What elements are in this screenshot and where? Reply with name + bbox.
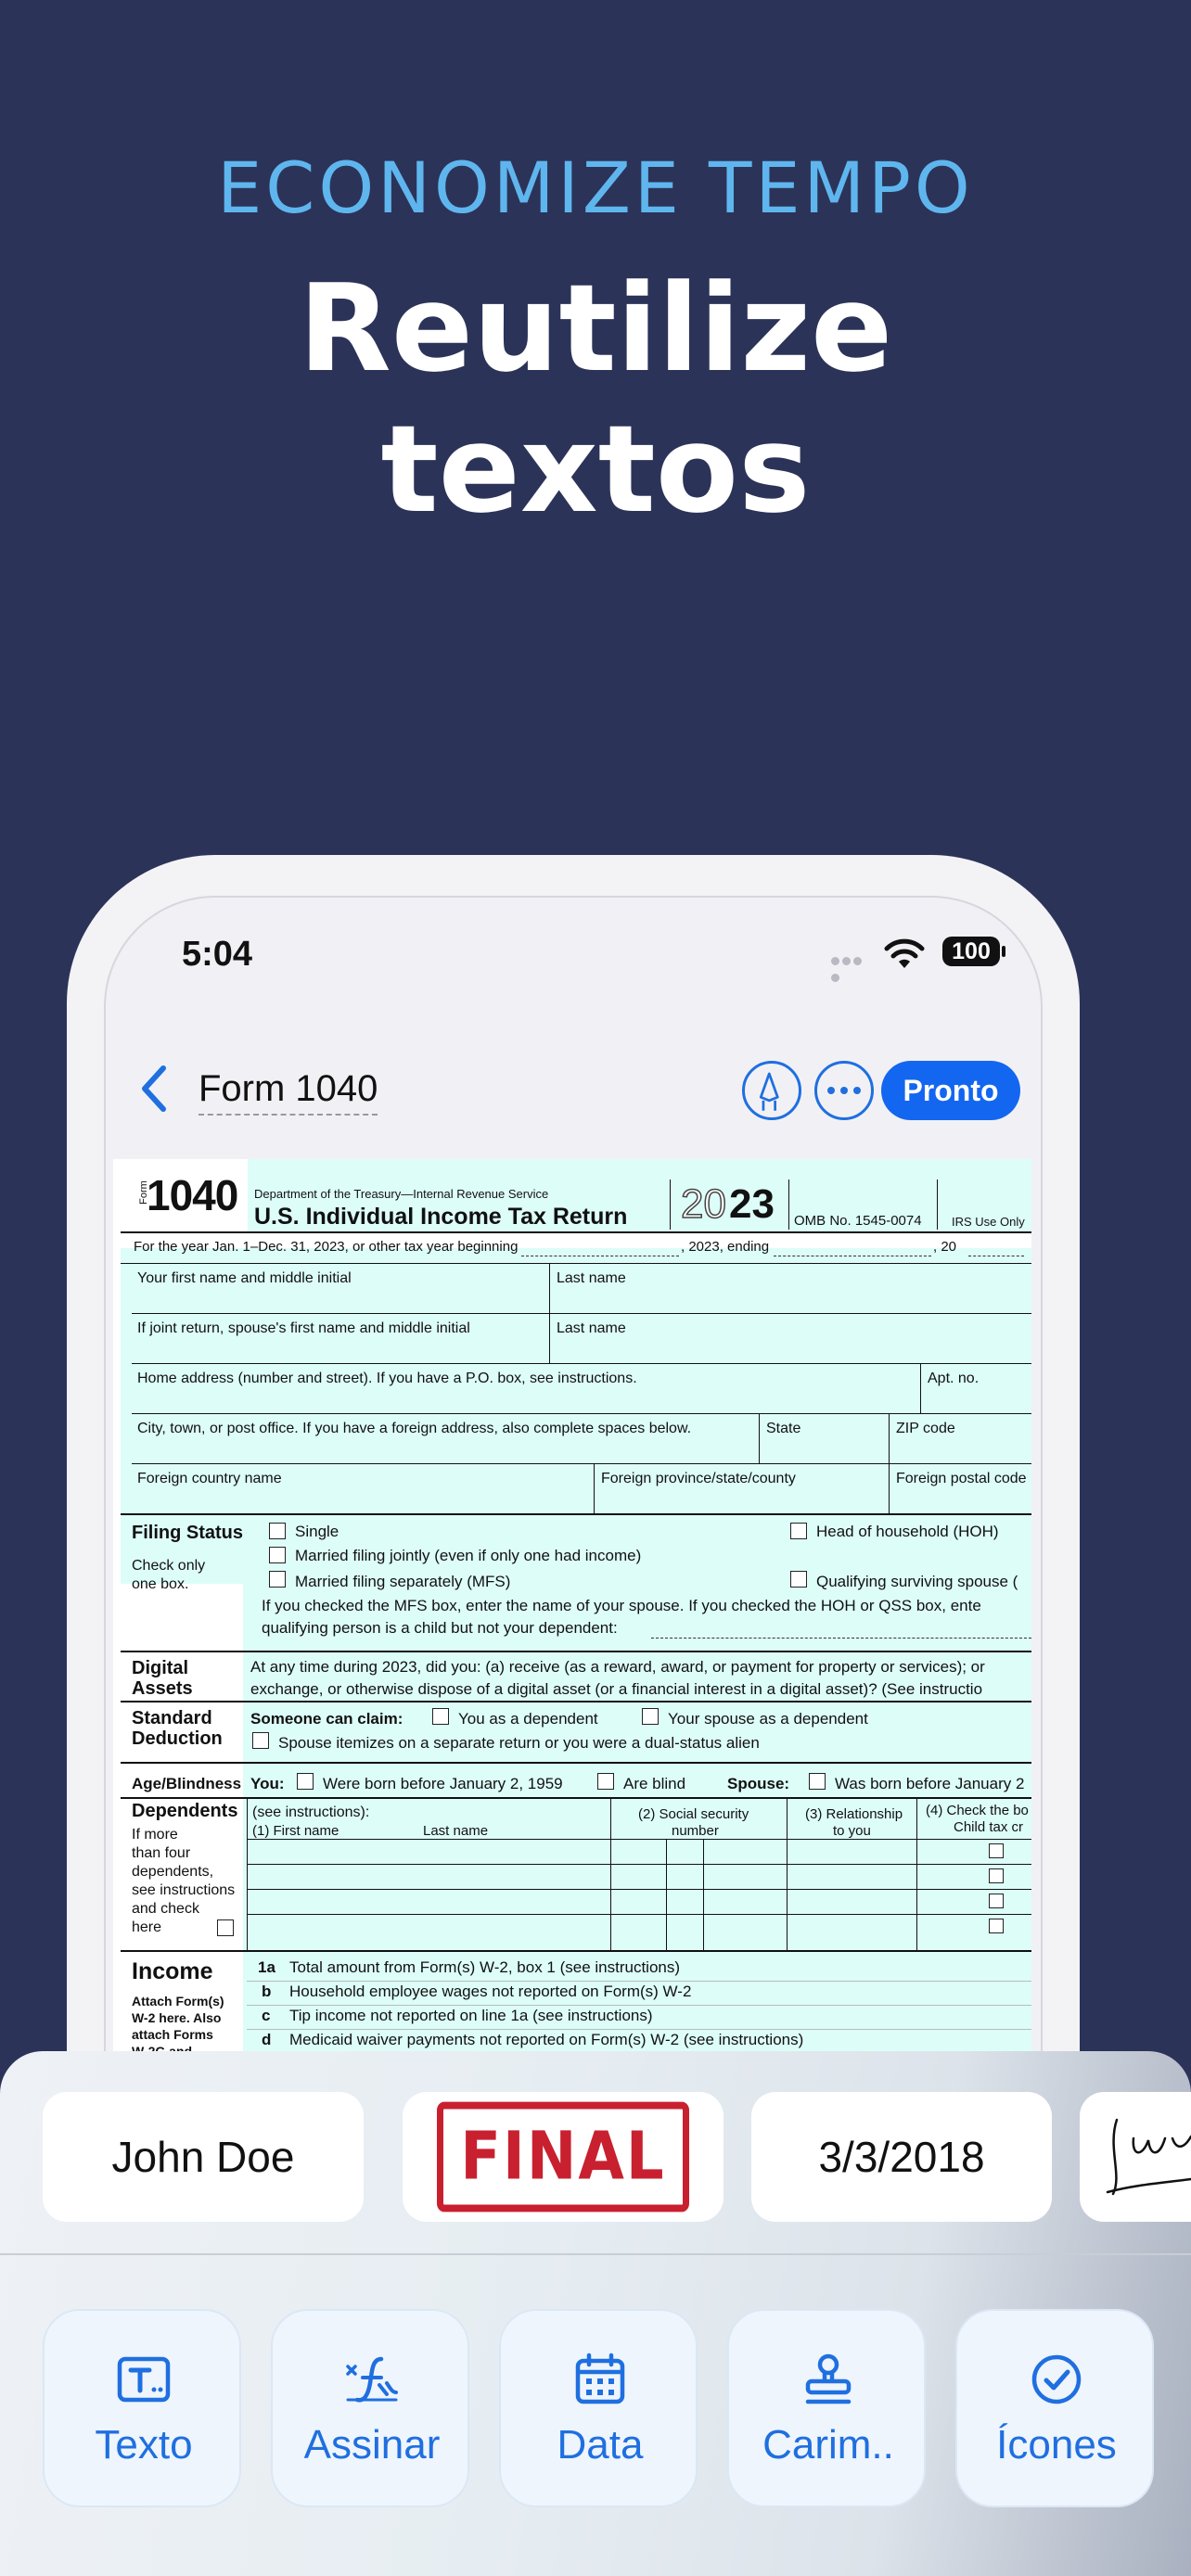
panel-divider [0, 2253, 1191, 2255]
dep-last-name-col: Last name [423, 1823, 489, 1839]
more-dependents-checkbox[interactable] [217, 1919, 234, 1936]
dependents-label: dependents, [132, 1864, 214, 1880]
if-more-label: If more [132, 1827, 178, 1843]
pen-button[interactable] [742, 1061, 801, 1120]
you-label: You: [250, 1775, 285, 1792]
are-blind-label: Are blind [623, 1775, 686, 1792]
line-c-text: Tip income not reported on line 1a (see instructions) [289, 2007, 653, 2024]
hero-title-line2: textos [380, 399, 811, 540]
line-d-text: Medicaid waiver payments not reported on Form(s) W-2 (see instructions) [289, 2031, 804, 2048]
final-stamp-chip[interactable] [403, 2092, 724, 2222]
here-label: here [132, 1919, 162, 1935]
single-label: Single [295, 1523, 339, 1540]
battery-icon: 100 [942, 937, 1000, 966]
mfs-label: Married filing separately (MFS) [295, 1573, 511, 1590]
tool-stamp-label: Carim.. [762, 2422, 894, 2468]
spouse-first-name-label: If joint return, spouse's first name and middle initial [137, 1320, 470, 1336]
last-name-label: Last name [557, 1270, 626, 1286]
assets-heading: Assets [132, 1678, 193, 1699]
tax-year-line: For the year Jan. 1–Dec. 31, 2023, or other tax year beginning [134, 1239, 519, 1255]
signature-icon [344, 2352, 400, 2407]
state-label: State [766, 1421, 801, 1436]
stamp-icon [800, 2352, 856, 2407]
deduction-heading: Deduction [132, 1728, 223, 1749]
signature-chip[interactable] [1080, 2092, 1191, 2222]
qss-label: Qualifying surviving spouse ( [816, 1573, 1018, 1590]
check-only-label: Check only [132, 1558, 206, 1574]
mfs-checkbox[interactable] [269, 1571, 286, 1588]
see-instructions-side-label: see instructions [132, 1882, 236, 1898]
back-chevron-icon[interactable] [134, 1061, 174, 1116]
one-box-label: one box. [132, 1576, 189, 1592]
line-c-number: c [262, 2007, 271, 2024]
spouse-itemizes-checkbox[interactable] [252, 1732, 269, 1749]
tool-date[interactable] [499, 2309, 698, 2507]
tax-year-ending: , 2023, ending [681, 1239, 770, 1255]
you-dependent-label: You as a dependent [458, 1710, 598, 1728]
year-light: 20 [681, 1181, 726, 1227]
hero-kicker: ECONOMIZE TEMPO [217, 147, 974, 229]
tool-icons[interactable] [955, 2309, 1154, 2507]
attach-line1: Attach Form(s) [132, 1994, 224, 2009]
spouse-born-label: Was born before January 2 [835, 1775, 1025, 1792]
foreign-postal-label: Foreign postal code [896, 1471, 1027, 1486]
foreign-province-label: Foreign province/state/county [601, 1471, 796, 1486]
address-label: Home address (number and street). If you have a P.O. box, see instructions. [137, 1371, 637, 1386]
status-time: 5:04 [182, 935, 253, 974]
line-b-text: Household employee wages not reported on Form(s) W-2 [289, 1983, 692, 2000]
spouse-born-checkbox[interactable] [809, 1773, 826, 1790]
form-1040-document[interactable] [113, 1159, 1031, 2086]
dep-check-col-1: (4) Check the bo [926, 1803, 1029, 1818]
hoh-checkbox[interactable] [790, 1523, 807, 1539]
single-checkbox[interactable] [269, 1523, 286, 1539]
spouse-dependent-label: Your spouse as a dependent [668, 1710, 868, 1728]
filing-status-heading: Filing Status [132, 1523, 243, 1543]
signal-dots-icon [831, 953, 874, 963]
tax-year-20: , 20 [933, 1239, 957, 1255]
form-number: 1040 [147, 1171, 238, 1219]
attach-line3: attach Forms [132, 2027, 213, 2042]
dependents-heading: Dependents [132, 1801, 238, 1821]
spouse-label: Spouse: [727, 1775, 790, 1792]
line-1a-number: 1a [258, 1958, 275, 1976]
dep-first-name-col: (1) First name [252, 1823, 339, 1839]
dep-ssn-col-1: (2) Social security [638, 1806, 749, 1822]
dep-row4-checkbox[interactable] [989, 1919, 1004, 1933]
signature-icon [1080, 2092, 1191, 2222]
tool-stamp[interactable] [727, 2309, 926, 2507]
digital-question-line1: At any time during 2023, did you: (a) receive (as a reward, award, or payment for property or services); or [250, 1658, 985, 1676]
standard-heading: Standard [132, 1708, 212, 1728]
you-dependent-checkbox[interactable] [432, 1708, 449, 1725]
tool-date-label: Data [557, 2422, 644, 2468]
hoh-label: Head of household (HOH) [816, 1523, 999, 1540]
line-b-number: b [262, 1983, 272, 2000]
someone-can-claim: Someone can claim: [250, 1710, 403, 1728]
dep-row1-checkbox[interactable] [989, 1843, 1004, 1858]
irs-use-only: IRS Use Only [952, 1215, 1025, 1229]
age-blindness-heading: Age/Blindness [132, 1775, 242, 1792]
dep-row3-checkbox[interactable] [989, 1894, 1004, 1908]
and-check-label: and check [132, 1901, 199, 1917]
digital-question-line2: exchange, or otherwise dispose of a digital asset (or a financial interest in a digital asset)? (See instructio [250, 1680, 983, 1698]
omb-number: OMB No. 1545-0074 [794, 1213, 922, 1229]
hero-title-line1: Reutilize [298, 258, 893, 399]
foreign-country-label: Foreign country name [137, 1471, 282, 1486]
dep-ssn-col-2: number [672, 1823, 719, 1839]
final-stamp: FINAL [437, 2102, 688, 2213]
date-chip[interactable]: 3/3/2018 [751, 2092, 1052, 2222]
form-label: Form [137, 1180, 149, 1205]
hero-title [0, 258, 1191, 540]
tool-sign-label: Assinar [303, 2422, 441, 2468]
year-bold: 23 [729, 1181, 775, 1227]
first-name-label: Your first name and middle initial [137, 1270, 352, 1286]
calendar-icon [572, 2352, 628, 2407]
checkmark-circle-icon [1029, 2352, 1084, 2407]
qualifying-person-label: qualifying person is a child but not your dependent: [262, 1619, 618, 1637]
mfj-label: Married filing jointly (even if only one had income) [295, 1547, 642, 1564]
tool-text-label: Texto [95, 2422, 193, 2468]
are-blind-checkbox[interactable] [597, 1773, 614, 1790]
see-instructions-label: (see instructions): [252, 1804, 370, 1820]
dept-line: Department of the Treasury—Internal Revenue Service [254, 1187, 549, 1201]
spouse-last-name-label: Last name [557, 1320, 626, 1336]
line-1a-text: Total amount from Form(s) W-2, box 1 (see instructions) [289, 1958, 681, 1976]
more-button[interactable] [814, 1061, 874, 1120]
bottom-tool-panel [0, 2051, 1191, 2576]
text-icon [116, 2352, 172, 2407]
income-heading: Income [132, 1958, 213, 1984]
line-d-number: d [262, 2031, 272, 2048]
done-button[interactable]: Pronto [881, 1061, 1020, 1120]
mfj-checkbox[interactable] [269, 1547, 286, 1563]
born-before-checkbox[interactable] [297, 1773, 314, 1790]
born-before-label: Were born before January 2, 1959 [323, 1775, 563, 1792]
city-label: City, town, or post office. If you have a foreign address, also complete spaces below. [137, 1421, 692, 1436]
dep-row2-checkbox[interactable] [989, 1868, 1004, 1883]
digital-heading: Digital [132, 1658, 189, 1678]
document-title[interactable]: Form 1040 [198, 1068, 378, 1116]
name-text-chip[interactable]: John Doe [43, 2092, 364, 2222]
dep-relationship-col-1: (3) Relationship [805, 1806, 903, 1822]
spouse-itemizes-label: Spouse itemizes on a separate return or you were a dual-status alien [278, 1734, 760, 1752]
tool-icons-label: Ícones [996, 2422, 1117, 2468]
dep-check-col-2: Child tax cr [954, 1819, 1024, 1835]
zip-label: ZIP code [896, 1421, 955, 1436]
form-title: U.S. Individual Income Tax Return [254, 1204, 628, 1230]
spouse-dependent-checkbox[interactable] [642, 1708, 659, 1725]
mfs-note: If you checked the MFS box, enter the name of your spouse. If you checked the HOH or QSS box, ente [262, 1597, 981, 1614]
apt-label: Apt. no. [928, 1371, 980, 1386]
qss-checkbox[interactable] [790, 1571, 807, 1588]
tool-sign[interactable] [271, 2309, 469, 2507]
wifi-icon [883, 935, 926, 972]
pen-icon [745, 1064, 799, 1117]
tool-text[interactable] [43, 2309, 241, 2507]
dep-relationship-col-2: to you [833, 1823, 871, 1839]
attach-line2: W-2 here. Also [132, 2010, 222, 2025]
than-four-label: than four [132, 1845, 191, 1861]
